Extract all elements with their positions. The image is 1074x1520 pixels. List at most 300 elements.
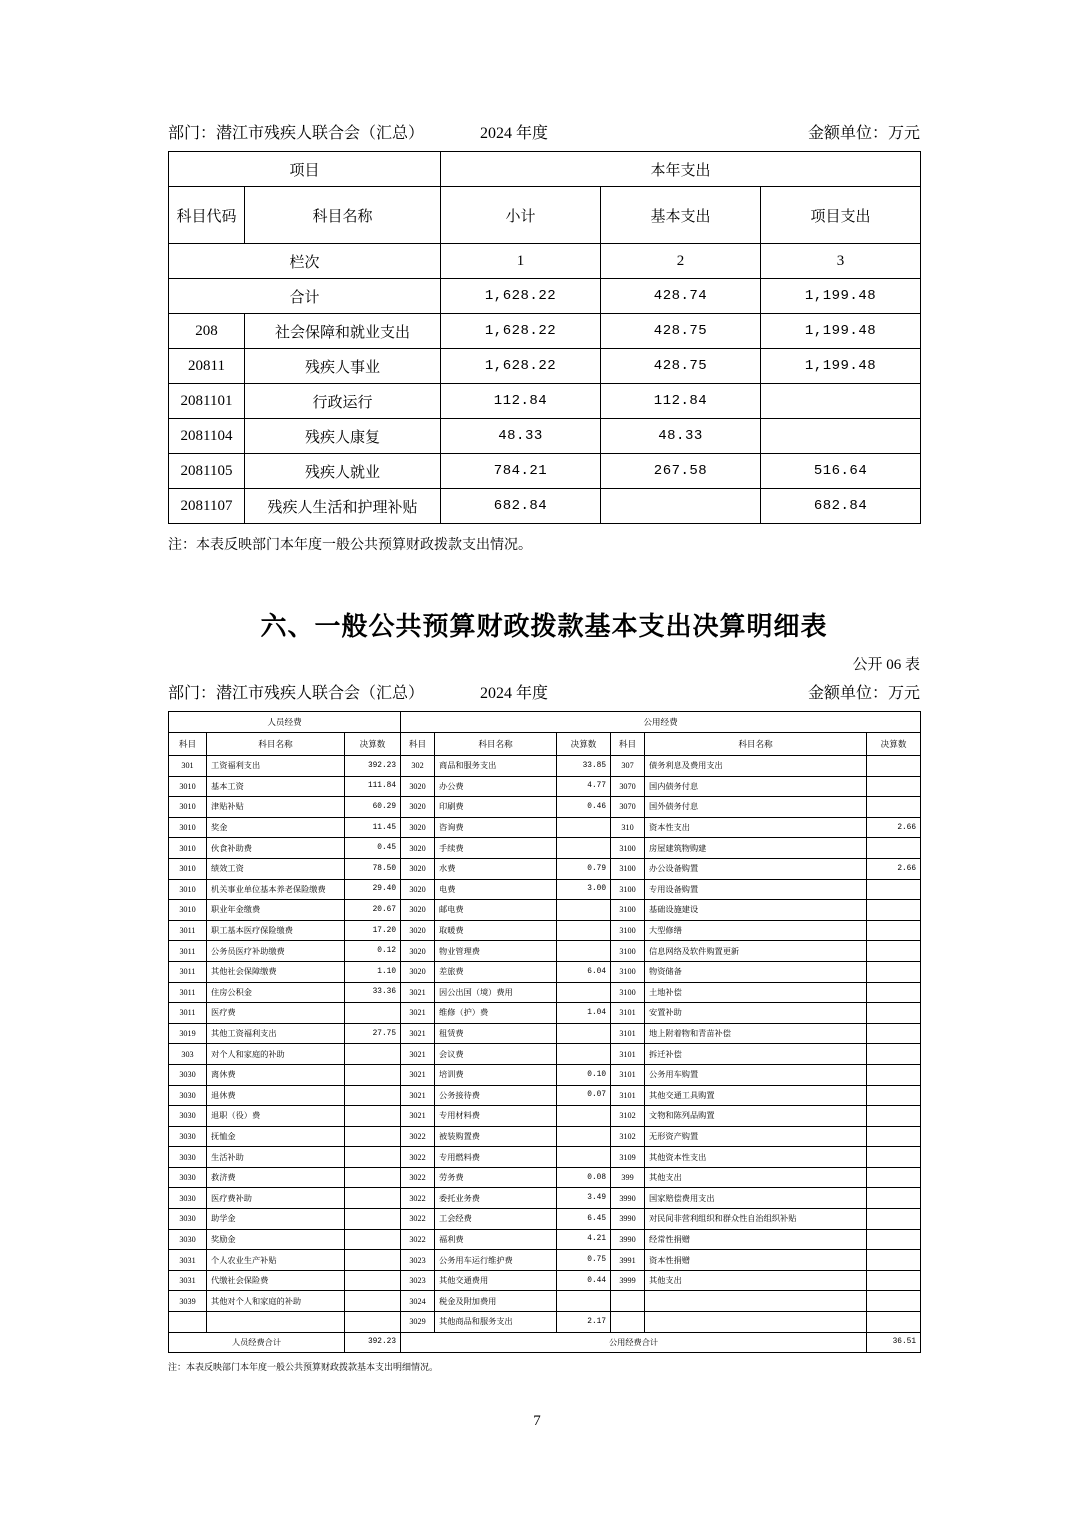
row-amount: 0.44 [557, 1270, 611, 1291]
col-header-code: 科目 [401, 733, 435, 756]
row-amount: 0.79 [557, 858, 611, 879]
table-row [169, 961, 921, 982]
row-amount: 33.85 [557, 756, 611, 777]
total-label: 合计 [169, 279, 441, 314]
row-name: 生活补助 [207, 1147, 345, 1168]
row-code: 3010 [169, 879, 207, 900]
row-name: 差旅费 [435, 961, 557, 982]
row-code: 3020 [401, 961, 435, 982]
row-amount [557, 1044, 611, 1065]
row-amount: 3.49 [557, 1188, 611, 1209]
row-name: 会议费 [435, 1044, 557, 1065]
row-name: 水费 [435, 858, 557, 879]
row-amount [557, 817, 611, 838]
row-code: 3101 [611, 1003, 645, 1024]
form-number: 公开 06 表 [852, 657, 920, 673]
row-code: 3011 [169, 982, 207, 1003]
row-name: 地上附着物和青苗补偿 [645, 1023, 867, 1044]
row-amount [345, 1291, 401, 1312]
table-row [169, 1188, 921, 1209]
row-code: 301 [169, 756, 207, 777]
row-amount: 20.67 [345, 900, 401, 921]
public-total-value: 36.51 [867, 1332, 921, 1353]
row-name: 房屋建筑物购建 [645, 838, 867, 859]
row-project [761, 419, 921, 454]
table-row [169, 941, 921, 962]
rank-2: 2 [601, 244, 761, 279]
row-subtotal: 682.84 [441, 489, 601, 524]
row-amount [345, 1270, 401, 1291]
row-amount [557, 941, 611, 962]
col-header-subtotal: 小计 [441, 187, 601, 244]
row-name: 残疾人生活和护理补贴 [245, 489, 441, 524]
table1-unit: 金额单位：万元 [807, 125, 920, 142]
row-name: 社会保障和就业支出 [245, 314, 441, 349]
row-code: 3102 [611, 1106, 645, 1127]
row-name: 绩效工资 [207, 858, 345, 879]
row-code: 3022 [401, 1209, 435, 1230]
table-row [169, 879, 921, 900]
row-amount [345, 1126, 401, 1147]
row-amount [345, 1064, 401, 1085]
row-amount [345, 1188, 401, 1209]
group-project: 项目 [169, 152, 441, 187]
row-code: 3020 [401, 858, 435, 879]
row-code: 3101 [611, 1023, 645, 1044]
row-code: 3020 [401, 776, 435, 797]
row-code: 20811 [169, 349, 245, 384]
row-code: 3021 [401, 1003, 435, 1024]
row-code: 3021 [401, 1064, 435, 1085]
total-project: 1,199.48 [761, 279, 921, 314]
row-code: 3990 [611, 1209, 645, 1230]
row-code: 3030 [169, 1188, 207, 1209]
row-code: 3030 [169, 1106, 207, 1127]
row-name: 资本性支出 [645, 817, 867, 838]
row-code: 3031 [169, 1250, 207, 1271]
row-amount: 3.00 [557, 879, 611, 900]
table-row [169, 817, 921, 838]
row-amount [867, 1167, 921, 1188]
table-row [169, 712, 921, 733]
row-name: 个人农业生产补贴 [207, 1250, 345, 1271]
row-code: 3010 [169, 797, 207, 818]
row-amount [867, 982, 921, 1003]
row-amount [345, 1167, 401, 1188]
table-row [169, 1312, 921, 1333]
row-amount: 111.84 [345, 776, 401, 797]
col-header-project: 项目支出 [761, 187, 921, 244]
row-amount [345, 1106, 401, 1127]
row-code: 3024 [401, 1291, 435, 1312]
row-subtotal: 48.33 [441, 419, 601, 454]
row-amount [867, 756, 921, 777]
row-code: 3020 [401, 817, 435, 838]
table-row [169, 349, 921, 384]
row-amount: 29.40 [345, 879, 401, 900]
table2-header-line [168, 680, 920, 703]
row-name: 办公设备购置 [645, 858, 867, 879]
table-row [169, 1167, 921, 1188]
row-name: 其他交通工具购置 [645, 1085, 867, 1106]
row-name: 其他工资福利支出 [207, 1023, 345, 1044]
row-code: 3020 [401, 920, 435, 941]
row-amount [345, 1250, 401, 1271]
row-code: 399 [611, 1167, 645, 1188]
table-row [169, 1209, 921, 1230]
row-name: 福利费 [435, 1229, 557, 1250]
row-amount [557, 920, 611, 941]
row-code: 3010 [169, 817, 207, 838]
row-code: 3021 [401, 1044, 435, 1065]
row-code: 3100 [611, 879, 645, 900]
row-amount [867, 1291, 921, 1312]
row-basic: 428.75 [601, 314, 761, 349]
table1-header-line [168, 120, 920, 143]
row-amount: 6.04 [557, 961, 611, 982]
row-code: 3020 [401, 797, 435, 818]
row-code: 3100 [611, 900, 645, 921]
row-name: 其他交通费用 [435, 1270, 557, 1291]
table-row [169, 1085, 921, 1106]
row-name: 土地补偿 [645, 982, 867, 1003]
row-name: 培训费 [435, 1064, 557, 1085]
row-code: 307 [611, 756, 645, 777]
row-amount: 2.66 [867, 858, 921, 879]
row-code: 3030 [169, 1209, 207, 1230]
col-header-code: 科目 [611, 733, 645, 756]
row-name: 抚恤金 [207, 1126, 345, 1147]
row-subtotal: 1,628.22 [441, 314, 601, 349]
personnel-total-value: 392.23 [345, 1332, 401, 1353]
row-project: 1,199.48 [761, 314, 921, 349]
row-name: 对个人和家庭的补助 [207, 1044, 345, 1065]
row-code: 3020 [401, 838, 435, 859]
table-row [169, 1106, 921, 1127]
row-amount [867, 1312, 921, 1333]
row-code: 3101 [611, 1085, 645, 1106]
row-amount [867, 920, 921, 941]
row-amount [867, 961, 921, 982]
row-name [207, 1312, 345, 1333]
row-amount [557, 1126, 611, 1147]
row-code: 3011 [169, 941, 207, 962]
row-name: 劳务费 [435, 1167, 557, 1188]
row-amount [557, 1023, 611, 1044]
row-amount: 60.29 [345, 797, 401, 818]
row-name: 经常性捐赠 [645, 1229, 867, 1250]
table-row [169, 1147, 921, 1168]
table-row [169, 776, 921, 797]
row-name: 其他对个人和家庭的补助 [207, 1291, 345, 1312]
row-code: 3010 [169, 838, 207, 859]
row-name: 资本性捐赠 [645, 1250, 867, 1271]
row-name: 无形资产购置 [645, 1126, 867, 1147]
row-amount [557, 982, 611, 1003]
row-name: 取暖费 [435, 920, 557, 941]
col-header-amount: 决算数 [557, 733, 611, 756]
table-row-total [169, 279, 921, 314]
row-code: 3022 [401, 1188, 435, 1209]
row-code: 3990 [611, 1188, 645, 1209]
row-code: 3031 [169, 1270, 207, 1291]
col-header-name: 科目名称 [245, 187, 441, 244]
table1-year: 2024 年度 [480, 125, 549, 142]
row-basic: 112.84 [601, 384, 761, 419]
row-name: 其他商品和服务支出 [435, 1312, 557, 1333]
row-basic: 48.33 [601, 419, 761, 454]
row-name: 工会经费 [435, 1209, 557, 1230]
table-row [169, 454, 921, 489]
row-code: 3039 [169, 1291, 207, 1312]
row-name: 其他社会保障缴费 [207, 961, 345, 982]
col-header-code: 科目代码 [169, 187, 245, 244]
row-name: 职工基本医疗保险缴费 [207, 920, 345, 941]
row-amount [867, 776, 921, 797]
row-amount [867, 797, 921, 818]
group-personnel: 人员经费 [169, 712, 401, 733]
row-name: 医疗费 [207, 1003, 345, 1024]
row-name: 专用燃料费 [435, 1147, 557, 1168]
row-code: 2081101 [169, 384, 245, 419]
row-amount [867, 941, 921, 962]
row-code: 3100 [611, 982, 645, 1003]
row-code: 310 [611, 817, 645, 838]
row-code: 3021 [401, 1106, 435, 1127]
row-amount [345, 1312, 401, 1333]
col-header-amount: 决算数 [867, 733, 921, 756]
row-code: 3030 [169, 1085, 207, 1106]
row-code: 3101 [611, 1044, 645, 1065]
row-name: 退休费 [207, 1085, 345, 1106]
row-code: 3011 [169, 920, 207, 941]
row-name: 国外债务付息 [645, 797, 867, 818]
row-name: 专用设备购置 [645, 879, 867, 900]
row-name: 职业年金缴费 [207, 900, 345, 921]
row-amount: 0.46 [557, 797, 611, 818]
table2-department: 部门：潜江市残疾人联合会（汇总） [168, 685, 425, 702]
row-code: 3022 [401, 1229, 435, 1250]
row-name: 物资储备 [645, 961, 867, 982]
row-name: 维修（护）费 [435, 1003, 557, 1024]
row-basic: 267.58 [601, 454, 761, 489]
row-amount: 1.10 [345, 961, 401, 982]
rank-3: 3 [761, 244, 921, 279]
row-amount [867, 1250, 921, 1271]
row-code: 3109 [611, 1147, 645, 1168]
row-amount [345, 1044, 401, 1065]
row-name: 医疗费补助 [207, 1188, 345, 1209]
col-header-code: 科目 [169, 733, 207, 756]
row-amount: 33.36 [345, 982, 401, 1003]
row-name: 行政运行 [245, 384, 441, 419]
row-name: 国内债务付息 [645, 776, 867, 797]
row-code: 3030 [169, 1064, 207, 1085]
row-name: 国家赔偿费用支出 [645, 1188, 867, 1209]
table-row [169, 920, 921, 941]
row-code [169, 1312, 207, 1333]
row-amount: 11.45 [345, 817, 401, 838]
rank-label: 栏次 [169, 244, 441, 279]
row-project: 1,199.48 [761, 349, 921, 384]
row-code: 208 [169, 314, 245, 349]
row-amount [867, 1085, 921, 1106]
table-row [169, 733, 921, 756]
row-name: 基本工资 [207, 776, 345, 797]
row-amount [867, 1229, 921, 1250]
row-amount [867, 1147, 921, 1168]
page-content [168, 120, 920, 1373]
row-amount [867, 1126, 921, 1147]
row-code: 2081105 [169, 454, 245, 489]
row-amount: 17.20 [345, 920, 401, 941]
row-code: 3011 [169, 961, 207, 982]
col-header-basic: 基本支出 [601, 187, 761, 244]
row-amount [867, 838, 921, 859]
row-amount: 0.08 [557, 1167, 611, 1188]
row-code: 3023 [401, 1250, 435, 1271]
row-amount [867, 1106, 921, 1127]
table-row [169, 1044, 921, 1065]
table-row [169, 838, 921, 859]
row-amount: 0.10 [557, 1064, 611, 1085]
row-name: 电费 [435, 879, 557, 900]
row-amount [345, 1147, 401, 1168]
table-row [169, 1126, 921, 1147]
row-amount: 2.66 [867, 817, 921, 838]
row-name: 助学金 [207, 1209, 345, 1230]
row-name: 信息网络及软件购置更新 [645, 941, 867, 962]
row-code: 3101 [611, 1064, 645, 1085]
row-amount: 2.17 [557, 1312, 611, 1333]
row-amount [345, 1003, 401, 1024]
row-name: 其他资本性支出 [645, 1147, 867, 1168]
row-code: 3030 [169, 1126, 207, 1147]
row-amount [557, 1291, 611, 1312]
row-name: 安置补助 [645, 1003, 867, 1024]
table2-unit: 金额单位：万元 [807, 685, 920, 702]
row-name: 救济费 [207, 1167, 345, 1188]
row-code: 3021 [401, 1085, 435, 1106]
total-basic: 428.74 [601, 279, 761, 314]
row-subtotal: 784.21 [441, 454, 601, 489]
budget-expenditure-table [168, 151, 921, 524]
row-name: 文物和陈列品购置 [645, 1106, 867, 1127]
rank-1: 1 [441, 244, 601, 279]
row-code: 3991 [611, 1250, 645, 1271]
row-name: 公务用车购置 [645, 1064, 867, 1085]
row-amount [867, 1270, 921, 1291]
table-row [169, 1291, 921, 1312]
table-row [169, 1023, 921, 1044]
row-code: 3020 [401, 900, 435, 921]
row-name: 对民间非营利组织和群众性自治组织补贴 [645, 1209, 867, 1230]
row-code: 2081104 [169, 419, 245, 454]
row-amount [867, 900, 921, 921]
row-code: 3020 [401, 941, 435, 962]
row-name: 手续费 [435, 838, 557, 859]
table-row [169, 1250, 921, 1271]
row-code [611, 1312, 645, 1333]
row-project [761, 384, 921, 419]
row-amount [345, 1229, 401, 1250]
row-name [645, 1312, 867, 1333]
row-amount [867, 1209, 921, 1230]
table-row [169, 858, 921, 879]
row-code: 302 [401, 756, 435, 777]
table1-department: 部门：潜江市残疾人联合会（汇总） [168, 125, 425, 142]
table-row-total [169, 1332, 921, 1353]
row-amount [345, 1209, 401, 1230]
row-subtotal: 1,628.22 [441, 349, 601, 384]
row-amount [867, 879, 921, 900]
row-name: 退职（役）费 [207, 1106, 345, 1127]
row-name: 被装购置费 [435, 1126, 557, 1147]
row-amount [867, 1064, 921, 1085]
row-code: 3102 [611, 1126, 645, 1147]
total-subtotal: 1,628.22 [441, 279, 601, 314]
row-name: 其他支出 [645, 1167, 867, 1188]
row-project: 516.64 [761, 454, 921, 489]
row-amount [557, 838, 611, 859]
row-subtotal: 112.84 [441, 384, 601, 419]
row-name: 残疾人康复 [245, 419, 441, 454]
table-row [169, 187, 921, 244]
row-amount: 0.45 [345, 838, 401, 859]
personnel-total-label: 人员经费合计 [169, 1332, 345, 1353]
row-amount [867, 1023, 921, 1044]
group-expense: 本年支出 [441, 152, 921, 187]
row-code: 3990 [611, 1229, 645, 1250]
row-name: 咨询费 [435, 817, 557, 838]
col-header-name: 科目名称 [435, 733, 557, 756]
table-row [169, 756, 921, 777]
row-amount [867, 1003, 921, 1024]
row-code: 3021 [401, 1023, 435, 1044]
table-row [169, 384, 921, 419]
row-name: 大型修缮 [645, 920, 867, 941]
row-amount: 78.50 [345, 858, 401, 879]
row-name: 租赁费 [435, 1023, 557, 1044]
row-name: 税金及附加费用 [435, 1291, 557, 1312]
row-name: 工资福利支出 [207, 756, 345, 777]
row-name: 债务利息及费用支出 [645, 756, 867, 777]
table-row [169, 152, 921, 187]
row-amount: 4.77 [557, 776, 611, 797]
row-amount: 6.45 [557, 1209, 611, 1230]
row-amount [345, 1085, 401, 1106]
row-name [645, 1291, 867, 1312]
row-amount [557, 1106, 611, 1127]
row-code: 3010 [169, 858, 207, 879]
row-name: 邮电费 [435, 900, 557, 921]
row-amount: 1.04 [557, 1003, 611, 1024]
row-amount: 0.07 [557, 1085, 611, 1106]
table2-note: 注：本表反映部门本年度一般公共预算财政拨款基本支出明细情况。 [168, 1362, 439, 1373]
row-amount: 392.23 [345, 756, 401, 777]
row-amount [557, 1147, 611, 1168]
row-code: 3022 [401, 1147, 435, 1168]
row-name: 印刷费 [435, 797, 557, 818]
row-name: 公务接待费 [435, 1085, 557, 1106]
row-code: 3023 [401, 1270, 435, 1291]
table2-year: 2024 年度 [480, 685, 549, 702]
row-name: 商品和服务支出 [435, 756, 557, 777]
row-amount [867, 1188, 921, 1209]
row-code [611, 1291, 645, 1312]
row-amount [867, 1044, 921, 1065]
row-name: 离休费 [207, 1064, 345, 1085]
